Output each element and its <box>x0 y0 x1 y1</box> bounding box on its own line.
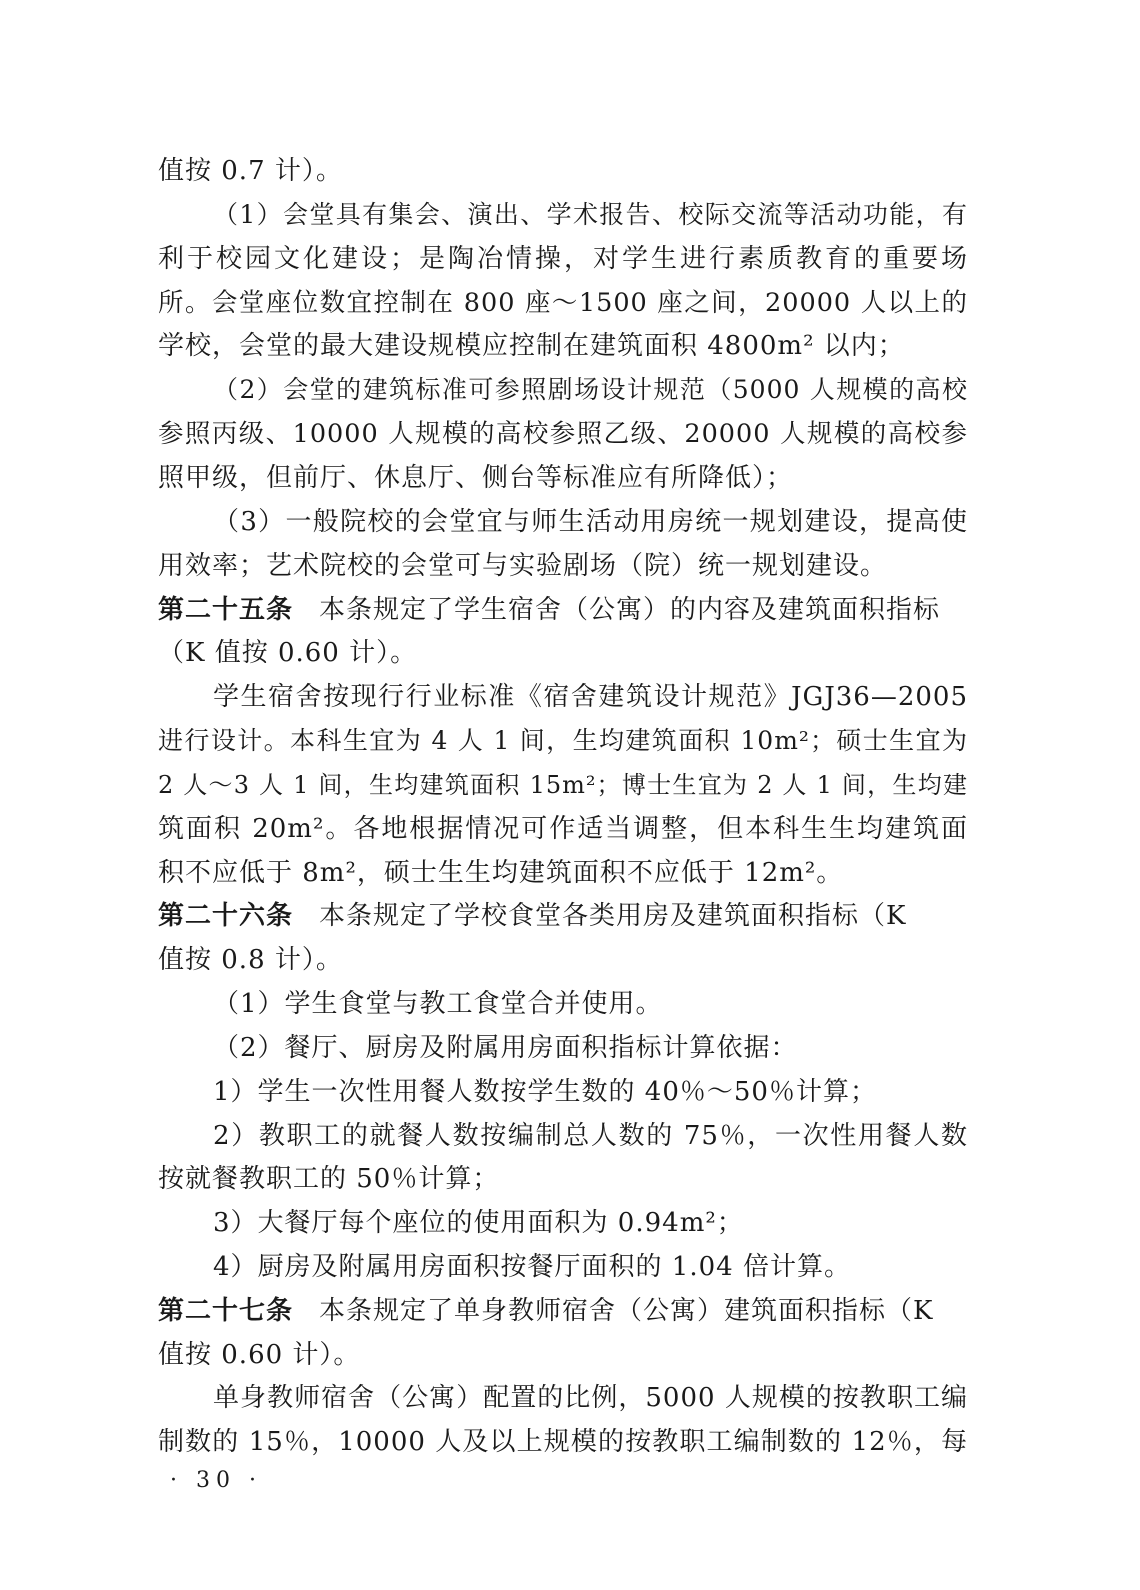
article-number-26: 第二十六条 <box>158 901 294 931</box>
text-line: 4）厨房及附属用房面积按餐厅面积的 1.04 倍计算。 <box>213 1252 851 1282</box>
text-line: 1）学生一次性用餐人数按学生数的 40％～50％计算； <box>213 1077 877 1107</box>
text-line: 利于校园文化建设；是陶冶情操，对学生进行素质教育的重要场 <box>158 244 968 274</box>
article-heading-line <box>158 899 968 935</box>
text-line: 制数的 15％，10000 人及以上规模的按教职工编制数的 12％，每 <box>158 1427 968 1457</box>
text-line: 用效率；艺术院校的会堂可与实验剧场（院）统一规划建设。 <box>158 551 888 581</box>
text-line: 学生宿舍按现行行业标准《宿舍建筑设计规范》JGJ36—2005 <box>213 682 968 712</box>
text-line: 进行设计。本科生宜为 4 人 1 间，生均建筑面积 10m²；硕士生宜为 <box>158 726 968 755</box>
text-line: 值按 0.60 计）。 <box>158 1340 361 1370</box>
text-line: 值按 0.7 计）。 <box>158 156 343 186</box>
text-line: （1）会堂具有集会、演出、学术报告、校际交流等活动功能，有 <box>213 200 968 229</box>
text-line: 2）教职工的就餐人数按编制总人数的 75％，一次性用餐人数 <box>213 1121 968 1151</box>
page-number: · 30 · <box>170 1468 262 1493</box>
text-line: 筑面积 20m²。各地根据情况可作适当调整，但本科生生均建筑面 <box>158 814 968 844</box>
text-line: （3）一般院校的会堂宜与师生活动用房统一规划建设，提高使 <box>213 507 968 537</box>
article-heading-line <box>158 593 968 629</box>
article-heading-line <box>158 1294 968 1330</box>
text-line: （2）餐厅、厨房及附属用房面积指标计算依据： <box>213 1033 798 1063</box>
text-line: 所。会堂座位数宜控制在 800 座～1500 座之间，20000 人以上的 <box>158 288 968 318</box>
article-text: 本条规定了学校食堂各类用房及建筑面积指标（K <box>319 901 907 931</box>
text-line: （1）学生食堂与教工食堂合并使用。 <box>213 989 663 1019</box>
text-line: 参照丙级、10000 人规模的高校参照乙级、20000 人规模的高校参 <box>158 419 968 449</box>
article-text: 本条规定了单身教师宿舍（公寓）建筑面积指标（K <box>319 1296 934 1326</box>
text-line: 单身教师宿舍（公寓）配置的比例，5000 人规模的按教职工编 <box>213 1383 968 1413</box>
article-number-27: 第二十七条 <box>158 1296 294 1326</box>
text-line: 2 人～3 人 1 间，生均建筑面积 15m²；博士生宜为 2 人 1 间，生均建 <box>158 771 968 799</box>
text-line: 积不应低于 8m²，硕士生生均建筑面积不应低于 12m²。 <box>158 858 844 888</box>
text-line: 值按 0.8 计）。 <box>158 945 343 975</box>
article-text: 本条规定了学生宿舍（公寓）的内容及建筑面积指标 <box>319 595 941 625</box>
text-line: 3）大餐厅每个座位的使用面积为 0.94m²； <box>213 1208 744 1238</box>
text-line: （K 值按 0.60 计）。 <box>158 638 418 668</box>
text-line: 学校，会堂的最大建设规模应控制在建筑面积 4800m² 以内； <box>158 331 905 361</box>
text-line: （2）会堂的建筑标准可参照剧场设计规范（5000 人规模的高校 <box>213 375 968 404</box>
article-number-25: 第二十五条 <box>158 595 294 625</box>
text-line: 按就餐教职工的 50％计算； <box>158 1164 500 1194</box>
text-line: 照甲级，但前厅、休息厅、侧台等标准应有所降低）； <box>158 463 794 493</box>
